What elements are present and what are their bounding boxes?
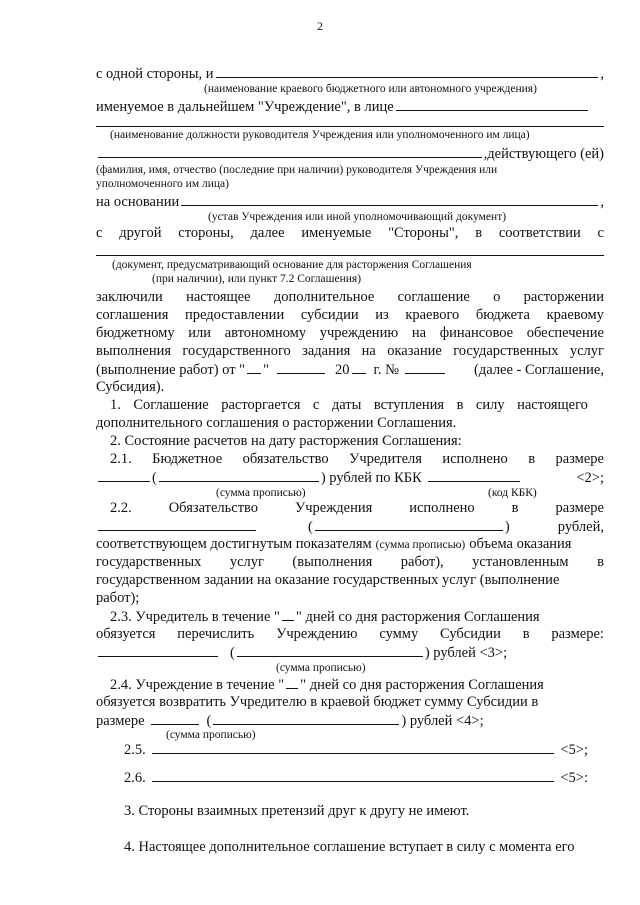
word: Учреждения — [295, 500, 373, 516]
text-paren-open-2: ( — [308, 519, 313, 535]
word: обеспечение — [526, 325, 604, 341]
blank-s22-amount[interactable] — [98, 517, 256, 531]
word: субсидии — [300, 307, 359, 323]
word: выполнения — [96, 343, 172, 359]
word: исполнено — [442, 451, 508, 467]
caption-doc-1: (документ, предусматривающий основание для расторжения Соглашения — [112, 259, 472, 271]
word: в — [528, 451, 536, 467]
text-footnote-2: <2>; — [576, 470, 604, 486]
word: "Стороны", — [388, 225, 459, 241]
line-s2 — [110, 432, 618, 450]
text-hereinafter: именуемое в дальнейшем "Учреждение", в лице — [96, 99, 394, 115]
blank-s21-kbk[interactable] — [428, 468, 520, 482]
text-paren-open: ( — [152, 470, 157, 486]
text-s23a-2: " дней со дня расторжения Соглашения — [295, 609, 540, 625]
word: в — [475, 225, 483, 241]
word: обязательство — [242, 451, 329, 467]
caption-sum-1: (сумма прописью) — [216, 487, 306, 499]
word: перечислить — [177, 626, 255, 642]
word: обязуется — [96, 626, 156, 642]
word: в — [456, 397, 464, 413]
line-other-side — [96, 224, 604, 242]
page-number: 2 — [317, 19, 323, 33]
word: Учредителя — [349, 451, 422, 467]
blank-termination-basis[interactable] — [96, 255, 604, 256]
word: на — [361, 343, 376, 359]
blank-day[interactable] — [247, 360, 261, 374]
blank-basis-document[interactable] — [181, 192, 598, 206]
word: предоставлении — [184, 307, 285, 323]
word: исполнено — [409, 500, 475, 516]
word: именуемые — [301, 225, 372, 241]
line-p3 — [96, 324, 604, 342]
blank-s23-amount[interactable] — [98, 643, 218, 657]
blank-year[interactable] — [352, 360, 366, 374]
text-s26-num: 2.6. — [124, 770, 146, 786]
caption-institution: (наименование краевого бюджетного или автономного учреждения) — [204, 83, 537, 95]
text-footnote-5b: <5>: — [560, 770, 588, 786]
blank-s23-days[interactable] — [282, 607, 294, 621]
word: финансовое — [439, 325, 514, 341]
word: бюджетному — [96, 325, 175, 341]
text-s22f: работ); — [96, 590, 140, 606]
text-s24a-2: " дней со дня расторжения Соглашения — [300, 677, 544, 693]
word: Учреждению — [276, 626, 358, 642]
line-p6 — [96, 378, 604, 396]
word: силу — [475, 397, 505, 413]
word: задания — [302, 343, 351, 359]
line-concluded — [96, 288, 604, 306]
text-s22c-c: объема оказания — [469, 536, 572, 552]
text-s21b-mid: ) рублей по КБК — [320, 470, 422, 486]
word: вступления — [373, 397, 445, 413]
word: из — [375, 307, 389, 323]
word: стороны, — [178, 225, 234, 241]
text-footnote-5a: <5>; — [560, 742, 588, 758]
line-s22a — [110, 499, 604, 517]
text-paren-close-2: ) — [504, 519, 510, 535]
text-s24b: обязуется возвратить Учредителю в краевой бюджет сумму Субсидии в — [96, 694, 539, 710]
word: соответствии — [498, 225, 581, 241]
text-p5b: " — [263, 362, 270, 378]
word: Соглашение — [133, 397, 209, 413]
word: сумму — [379, 626, 419, 642]
word: оказание — [387, 343, 442, 359]
line-s3 — [124, 802, 632, 820]
blank-representative[interactable] — [396, 97, 588, 111]
word: бюджета — [475, 307, 530, 323]
text-s22c-a: соответствующем достигнутым показателям — [96, 536, 372, 552]
line-p5 — [96, 360, 604, 379]
line-s4 — [124, 838, 604, 856]
word: настоящего — [517, 397, 588, 413]
word: государственных — [96, 554, 202, 570]
line-acting — [96, 144, 604, 163]
blank-position-line[interactable] — [96, 126, 604, 127]
word: в — [511, 500, 519, 516]
blank-s24-amount[interactable] — [151, 711, 199, 725]
word: государственного — [182, 343, 291, 359]
text-acting: ,действующего (ей) — [483, 146, 604, 162]
caption-sum-4: (сумма прописью) — [166, 729, 256, 741]
text-p5c: 20 — [335, 362, 350, 378]
line-basis — [96, 192, 604, 211]
text-p5a: (выполнение работ) от " — [96, 362, 246, 378]
line-s26 — [124, 768, 588, 787]
word: автономному — [224, 325, 307, 341]
word: 2.1. — [110, 451, 132, 467]
line-hereinafter — [96, 97, 590, 116]
word: с — [597, 225, 604, 241]
blank-institution-name[interactable] — [216, 64, 599, 78]
text-s24a-1: 2.4. Учреждение в течение " — [110, 677, 285, 693]
line-s22b — [96, 517, 604, 536]
word: соглашение — [397, 289, 470, 305]
blank-s21-amount[interactable] — [98, 468, 150, 482]
word: государственных — [453, 343, 559, 359]
word: настоящее — [186, 289, 251, 305]
word: размере — [555, 451, 604, 467]
word: услуг — [229, 554, 264, 570]
text-s22e: государственном задании на оказание государственных услуг (выполнение — [96, 572, 560, 588]
text-rubles: рублей, — [557, 519, 604, 535]
word: расторжении — [523, 289, 604, 305]
word: другой — [119, 225, 162, 241]
line-s23c — [96, 643, 604, 662]
blank-s24-days[interactable] — [286, 675, 298, 689]
word: (выполнения — [292, 554, 373, 570]
word: в — [522, 626, 530, 642]
word: краевому — [546, 307, 604, 323]
caption-charter: (устав Учреждения или иной уполномочивающий документ) — [208, 211, 507, 223]
word: размере: — [551, 626, 604, 642]
text-comma-2: , — [600, 194, 604, 210]
line-s23a — [110, 607, 618, 626]
word: размере — [555, 500, 604, 516]
word: работ), — [400, 554, 444, 570]
blank-s26[interactable] — [152, 768, 555, 782]
word: на — [411, 325, 427, 341]
line-s21a — [110, 450, 604, 468]
word: дополнительное — [273, 289, 375, 305]
word: о — [493, 289, 501, 305]
word: 1. — [110, 397, 121, 413]
word: Бюджетное — [152, 451, 223, 467]
word: краевого — [405, 307, 460, 323]
word: установленным — [472, 554, 569, 570]
text-paren-open-3: ( — [230, 645, 235, 661]
text-footnote-3: ) рублей <3>; — [424, 645, 508, 661]
word: с — [96, 225, 103, 241]
word: Субсидии — [440, 626, 501, 642]
word: далее — [250, 225, 285, 241]
line-s24b — [96, 693, 604, 711]
word: учреждению — [319, 325, 399, 341]
blank-s21-amount-words[interactable] — [159, 468, 319, 482]
text-basis: на основании — [96, 194, 180, 210]
text-p5d: г. № — [373, 362, 399, 378]
text-p6: Субсидия). — [96, 379, 165, 395]
blank-s22-amount-words[interactable] — [315, 517, 503, 531]
caption-sum-2: (сумма прописью) — [375, 539, 466, 551]
line-one-side — [96, 64, 604, 83]
word: с — [312, 397, 320, 413]
text-s1b: дополнительного соглашения о расторжении Соглашения. — [96, 415, 457, 431]
caption-kbk: (код КБК) — [488, 487, 537, 499]
text-s25-num: 2.5. — [124, 742, 146, 758]
blank-s23-amount-words[interactable] — [237, 643, 423, 657]
line-s24a — [110, 675, 618, 694]
caption-position: (наименование должности руководителя Учреждения или уполномоченного им лица) — [110, 129, 530, 141]
caption-sum-3: (сумма прописью) — [276, 662, 366, 674]
word: соглашения — [96, 307, 169, 323]
word: в — [597, 554, 604, 570]
blank-s24-amount-words[interactable] — [213, 711, 399, 725]
text-s24c-a: размере — [96, 713, 145, 729]
word: заключили — [96, 289, 163, 305]
word: Обязательство — [168, 500, 259, 516]
text-s2: 2. Состояние расчетов на дату расторжения Соглашения: — [110, 433, 462, 449]
text-paren-open-4: ( — [206, 713, 212, 729]
line-s22e — [96, 571, 604, 589]
blank-month[interactable] — [277, 360, 325, 374]
text-s3: 3. Стороны взаимных претензий друг к другу не имеют. — [124, 803, 470, 819]
line-s1b — [96, 414, 604, 432]
word: расторгается — [221, 397, 301, 413]
caption-doc-2: (при наличии), или пункт 7.2 Соглашения) — [152, 273, 362, 285]
line-s1a — [110, 396, 588, 414]
word: или — [188, 325, 212, 341]
word: 2.2. — [110, 500, 132, 516]
text-footnote-4: ) рублей <4>; — [401, 713, 484, 729]
caption-fio-1: (фамилия, имя, отчество (последние при наличии) руководителя Учреждения или — [96, 164, 498, 176]
text-s4: 4. Настоящее дополнительное соглашение вступает в силу с момента его — [124, 839, 575, 855]
word: даты — [331, 397, 362, 413]
text-p5e: (далее - Соглашение, — [474, 362, 604, 378]
text-comma: , — [600, 66, 604, 82]
line-p2 — [96, 306, 604, 324]
line-s22f — [96, 589, 604, 607]
word: услуг — [569, 343, 604, 359]
text-s23a-1: 2.3. Учредитель в течение " — [110, 609, 280, 625]
line-s25 — [124, 740, 588, 759]
line-s22d — [96, 553, 604, 571]
line-s21b — [96, 468, 604, 487]
caption-fio-2: уполномоченного им лица) — [96, 178, 229, 190]
text-one-side: с одной стороны, и — [96, 66, 214, 82]
line-s22c — [96, 535, 604, 554]
blank-fio[interactable] — [98, 144, 482, 158]
line-p4 — [96, 342, 604, 360]
line-s23b — [96, 625, 604, 643]
blank-agreement-number[interactable] — [405, 360, 445, 374]
blank-s25[interactable] — [152, 740, 555, 754]
